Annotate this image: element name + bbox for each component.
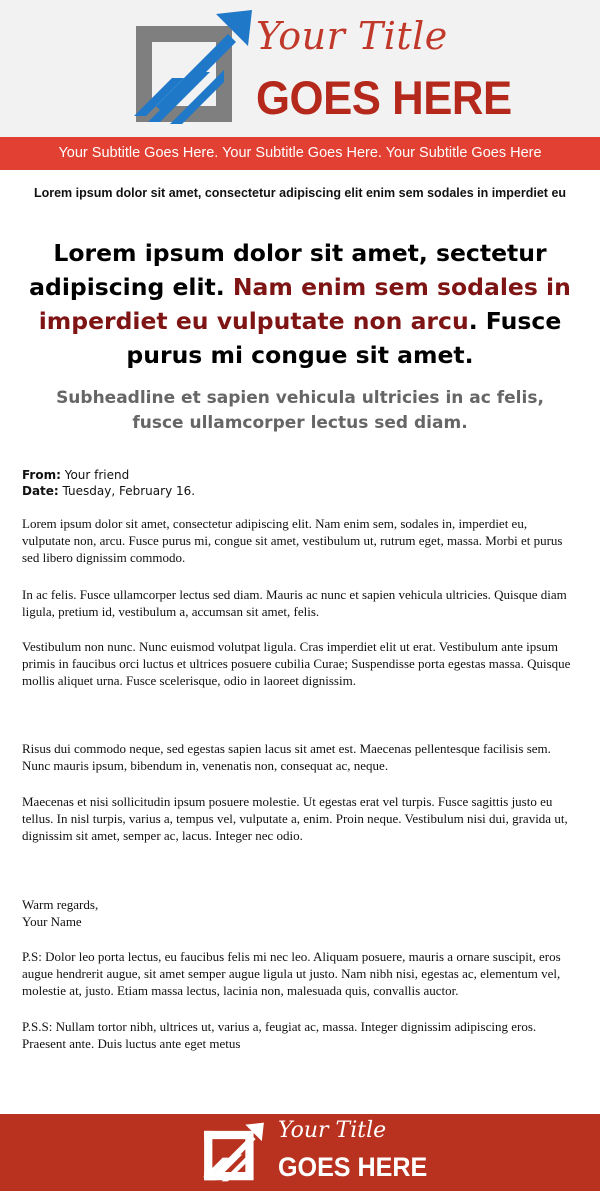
from-label: From:	[22, 468, 61, 482]
headline-part-3: . Fusce purus mi congue sit amet.	[126, 307, 562, 369]
postscript: P.S: Dolor leo porta lectus, eu faucibus felis mi nec leo. Aliquam posuere, mauris a ornare suscipit, eros augue hendrerit augue, sit amet semper augue ligula ut justo. Nam nibh nisi, egestas ac, elementum vel, molestie at, justo. Etiam massa lectus, lacinia non, malesuada quis, convallis auctor.	[22, 949, 561, 998]
from-value: Your friend	[60, 468, 130, 482]
footer	[0, 1114, 600, 1191]
logo-title-script: Your Title	[256, 14, 448, 58]
body-paragraph-2: In ac felis. Fusce ullamcorper lectus sed diam. Mauris ac nunc et sapien vehicula ultricies. Quisque diam ligula, pretium id, vestibulum a, accumsan sit amet, felis.	[22, 587, 567, 619]
signoff	[22, 896, 578, 930]
logo-title-caps: GOES HERE	[256, 71, 512, 124]
footer-title-caps: GOES HERE	[278, 1152, 428, 1182]
rising-arrow-logo-icon	[128, 10, 260, 128]
body-paragraph-1: Lorem ipsum dolor sit amet, consectetur adipiscing elit. Nam enim sem, sodales in, imperdiet eu, vulputate non, arcu. Fusce purus mi, congue sit amet, vestibulum ut, rutrum eget, massa. Morbi et purus sed libero dignissim commodo.	[22, 516, 563, 565]
headline	[20, 236, 580, 372]
date-label: Date:	[22, 484, 59, 498]
body-paragraph-5: Maecenas et nisi sollicitudin ipsum posuere molestie. Ut egestas erat vel turpis. Fusce sagittis justo eu tellus. In nisl turpis, varius a, tempus vel, vulputate a, enim. Proin neque. Vestibulum nisi dui, gravida ut, dignissim sit amet, semper ac, lacus. Integer nec odio.	[22, 794, 568, 843]
letter-meta	[22, 467, 578, 499]
body-paragraph-3: Vestibulum non nunc. Nunc euismod volutpat ligula. Cras imperdiet elit ut erat. Vestibulum ante ipsum primis in faucibus orci luctus et ultrices posuere cubilia Curae; Suspendisse porta egestas massa. Quisque mollis aliquet urna. Fusce scelerisque, odio in laoreet dignissim.	[22, 639, 571, 688]
header	[0, 0, 600, 137]
signoff-name: Your Name	[22, 914, 82, 929]
post-postscript: P.S.S: Nullam tortor nibh, ultrices ut, varius a, feugiat ac, massa. Integer dignissim adipiscing eros. Praesent ante. Duis luctus ante eget metus	[22, 1019, 537, 1051]
logo[interactable]	[128, 10, 512, 128]
headline-part-1: Lorem ipsum dolor sit amet, sectetur adipiscing elit.	[29, 239, 547, 301]
date-line	[22, 483, 578, 499]
from-line	[22, 467, 578, 483]
subtitle-bar	[0, 137, 600, 170]
intro-line: Lorem ipsum dolor sit amet, consectetur adipiscing elit enim sem sodales in imperdiet eu	[33, 186, 567, 200]
footer-logo[interactable]	[200, 1118, 428, 1186]
signoff-greeting: Warm regards,	[22, 897, 99, 912]
subheadline: Subheadline et sapien vehicula ultricies in ac felis, fusce ullamcorper lectus sed diam.	[56, 388, 544, 433]
body-paragraph-4: Risus dui commodo neque, sed egestas sapien lacus sit amet est. Maecenas pellentesque facilisis sem. Nunc mauris ipsum, bibendum in, venenatis non, consequat ac, neque.	[22, 741, 551, 773]
rising-arrow-logo-icon	[200, 1122, 268, 1184]
date-value: Tuesday, February 16.	[58, 484, 196, 498]
footer-title-script: Your Title	[278, 1118, 387, 1143]
subtitle-text: Your Subtitle Goes Here. Your Subtitle Goes Here. Your Subtitle Goes Here	[58, 145, 542, 161]
headline-highlight: Nam enim sem sodales in imperdiet eu vulputate non arcu	[38, 273, 571, 335]
